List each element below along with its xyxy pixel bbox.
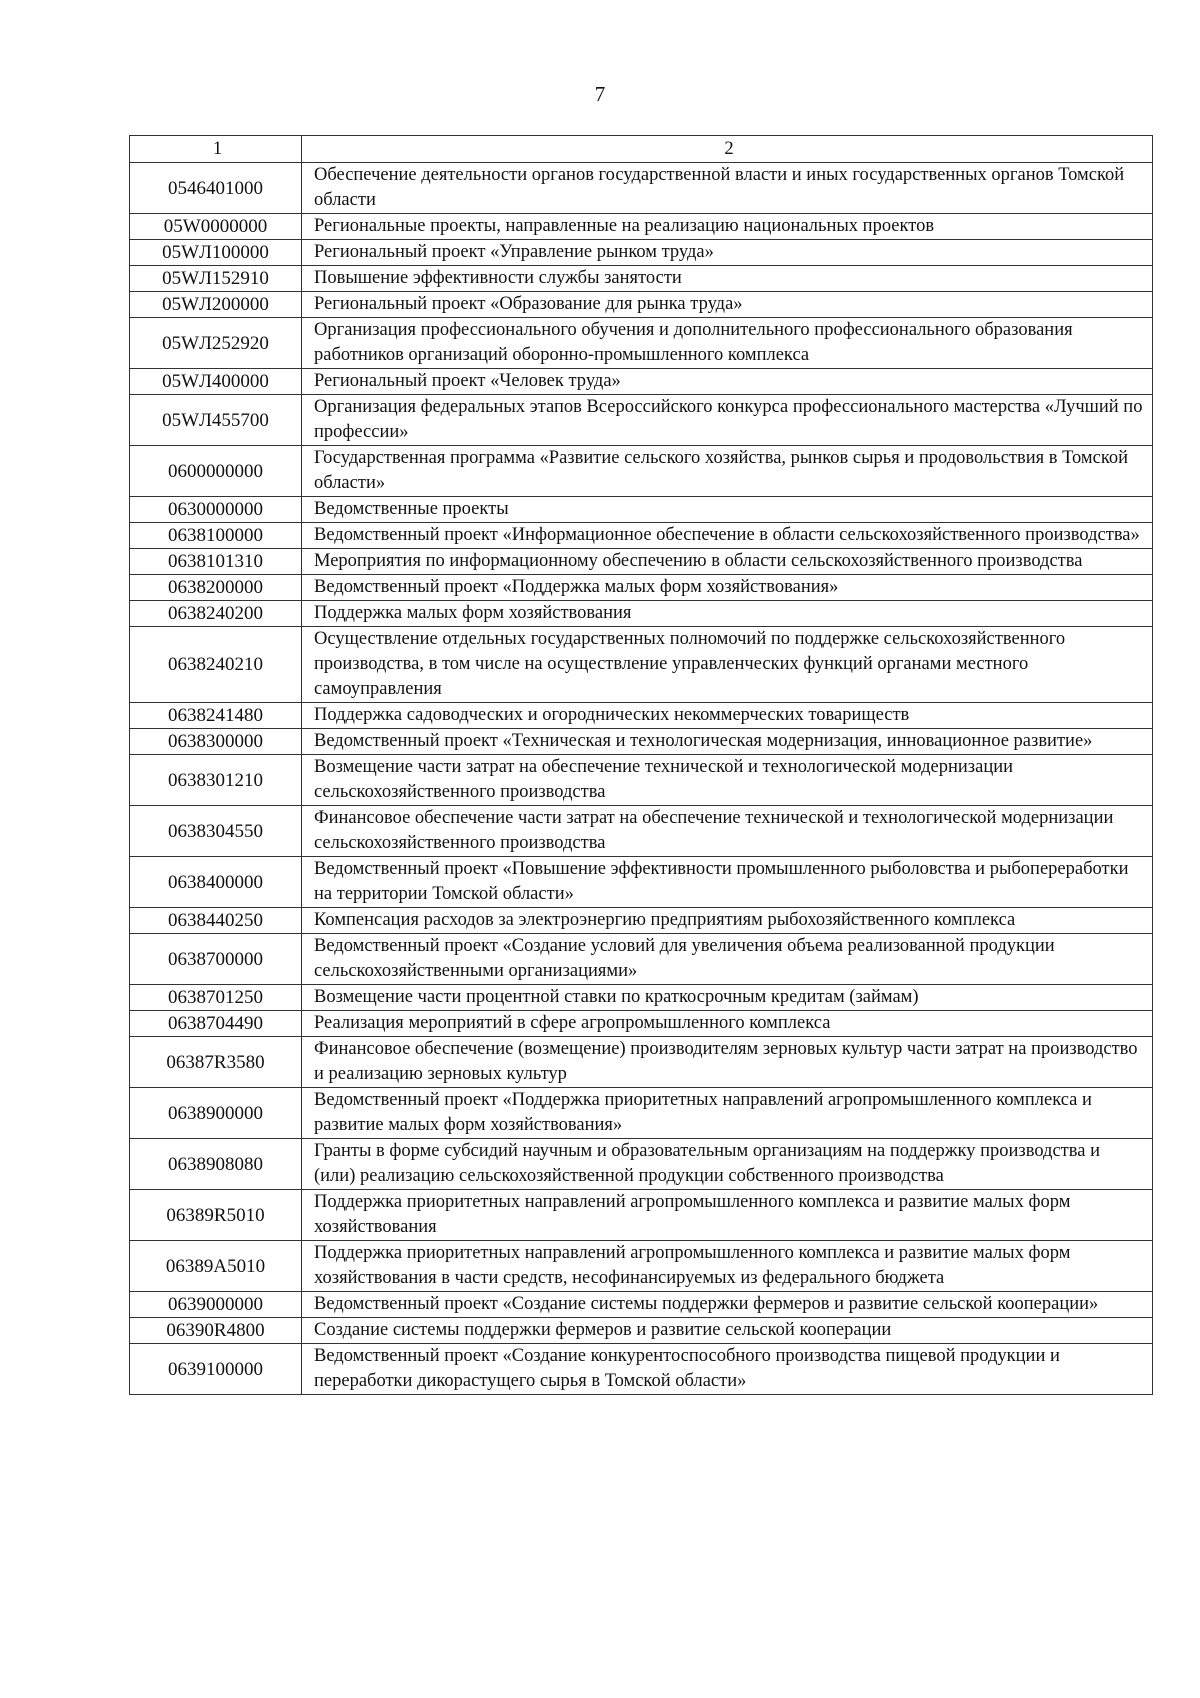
row-name: Реализация мероприятий в сфере агропромышленного комплекса — [302, 1011, 1153, 1037]
row-code: 0638440250 — [130, 908, 302, 934]
row-code: 05WЛ400000 — [130, 369, 302, 395]
table-row — [130, 549, 1153, 575]
row-code: 0630000000 — [130, 497, 302, 523]
table-row — [130, 292, 1153, 318]
table-row — [130, 1037, 1153, 1088]
row-code: 0638300000 — [130, 729, 302, 755]
table-row — [130, 318, 1153, 369]
table-row — [130, 1139, 1153, 1190]
row-name: Гранты в форме субсидий научным и образовательным организациям на поддержку производства и (или) реализацию сельскохозяйственной продукции собственного производства — [302, 1139, 1153, 1190]
row-code: 05W0000000 — [130, 214, 302, 240]
row-code: 0600000000 — [130, 446, 302, 497]
row-name: Компенсация расходов за электроэнергию предприятиям рыбохозяйственного комплекса — [302, 908, 1153, 934]
row-code: 06389R5010 — [130, 1190, 302, 1241]
table-row — [130, 1318, 1153, 1344]
table-row — [130, 627, 1153, 703]
row-name: Ведомственный проект «Поддержка приоритетных направлений агропромышленного комплекса и развитие малых форм хозяйствования» — [302, 1088, 1153, 1139]
table-row — [130, 703, 1153, 729]
table-header-row — [130, 136, 1153, 163]
row-code: 06389A5010 — [130, 1241, 302, 1292]
row-code: 0638241480 — [130, 703, 302, 729]
table-row — [130, 1292, 1153, 1318]
table-row — [130, 755, 1153, 806]
table-row — [130, 1241, 1153, 1292]
budget-classification-table — [129, 135, 1153, 1395]
row-name: Поддержка приоритетных направлений агропромышленного комплекса и развитие малых форм хозяйствования — [302, 1190, 1153, 1241]
table-row — [130, 240, 1153, 266]
row-code: 0638304550 — [130, 806, 302, 857]
row-name: Государственная программа «Развитие сельского хозяйства, рынков сырья и продовольствия в Томской области» — [302, 446, 1153, 497]
row-name: Финансовое обеспечение (возмещение) производителям зерновых культур части затрат на производство и реализацию зерновых культур — [302, 1037, 1153, 1088]
row-name: Осуществление отдельных государственных полномочий по поддержке сельскохозяйственного производства, в том числе на осуществление управленческих функций органами местного самоуправления — [302, 627, 1153, 703]
table-row — [130, 806, 1153, 857]
row-name: Организация федеральных этапов Всероссийского конкурса профессионального мастерства «Лучший по профессии» — [302, 395, 1153, 446]
row-name: Региональный проект «Образование для рынка труда» — [302, 292, 1153, 318]
row-code: 05WЛ152910 — [130, 266, 302, 292]
row-code: 0639000000 — [130, 1292, 302, 1318]
row-name: Ведомственный проект «Создание конкурентоспособного производства пищевой продукции и переработки дикорастущего сырья в Томской области» — [302, 1344, 1153, 1395]
table-row — [130, 601, 1153, 627]
row-name: Ведомственный проект «Повышение эффективности промышленного рыболовства и рыбопереработки на территории Томской области» — [302, 857, 1153, 908]
table-row — [130, 934, 1153, 985]
row-code: 0638400000 — [130, 857, 302, 908]
row-name: Возмещение части затрат на обеспечение технической и технологической модернизации сельскохозяйственного производства — [302, 755, 1153, 806]
row-code: 06387R3580 — [130, 1037, 302, 1088]
table-body — [130, 163, 1153, 1395]
row-name: Ведомственный проект «Поддержка малых форм хозяйствования» — [302, 575, 1153, 601]
row-code: 0638908080 — [130, 1139, 302, 1190]
row-name: Повышение эффективности службы занятости — [302, 266, 1153, 292]
row-name: Организация профессионального обучения и дополнительного профессионального образования работников организаций оборонно-промышленного комплекса — [302, 318, 1153, 369]
row-code: 0638101310 — [130, 549, 302, 575]
row-name: Финансовое обеспечение части затрат на обеспечение технической и технологической модернизации сельскохозяйственного производства — [302, 806, 1153, 857]
column-header-1: 1 — [130, 136, 302, 163]
table-row — [130, 985, 1153, 1011]
row-code: 0638200000 — [130, 575, 302, 601]
table-row — [130, 214, 1153, 240]
row-code: 05WЛ455700 — [130, 395, 302, 446]
table-row — [130, 729, 1153, 755]
row-code: 05WЛ200000 — [130, 292, 302, 318]
table-row — [130, 266, 1153, 292]
row-name: Ведомственный проект «Создание условий для увеличения объема реализованной продукции сельскохозяйственными организациями» — [302, 934, 1153, 985]
row-name: Региональный проект «Управление рынком труда» — [302, 240, 1153, 266]
table-row — [130, 1011, 1153, 1037]
row-name: Поддержка приоритетных направлений агропромышленного комплекса и развитие малых форм хозяйствования в части средств, несофинансируемых из федерального бюджета — [302, 1241, 1153, 1292]
row-name: Региональные проекты, направленные на реализацию национальных проектов — [302, 214, 1153, 240]
table-row — [130, 1190, 1153, 1241]
page-number: 7 — [594, 82, 606, 106]
row-code: 0638701250 — [130, 985, 302, 1011]
row-name: Ведомственный проект «Техническая и технологическая модернизация, инновационное развитие» — [302, 729, 1153, 755]
row-code: 06390R4800 — [130, 1318, 302, 1344]
row-name: Ведомственные проекты — [302, 497, 1153, 523]
row-code: 0638900000 — [130, 1088, 302, 1139]
row-code: 0546401000 — [130, 163, 302, 214]
table-row — [130, 1344, 1153, 1395]
row-code: 0638240210 — [130, 627, 302, 703]
row-code: 05WЛ252920 — [130, 318, 302, 369]
row-code: 0638301210 — [130, 755, 302, 806]
table-row — [130, 497, 1153, 523]
table-row — [130, 395, 1153, 446]
row-code: 0638700000 — [130, 934, 302, 985]
table-row — [130, 163, 1153, 214]
row-code: 05WЛ100000 — [130, 240, 302, 266]
table-row — [130, 523, 1153, 549]
row-code: 0639100000 — [130, 1344, 302, 1395]
row-name: Возмещение части процентной ставки по краткосрочным кредитам (займам) — [302, 985, 1153, 1011]
row-name: Создание системы поддержки фермеров и развитие сельской кооперации — [302, 1318, 1153, 1344]
row-name: Поддержка садоводческих и огороднических некоммерческих товариществ — [302, 703, 1153, 729]
table-row — [130, 575, 1153, 601]
table-row — [130, 1088, 1153, 1139]
row-name: Ведомственный проект «Информационное обеспечение в области сельскохозяйственного производства» — [302, 523, 1153, 549]
table-row — [130, 857, 1153, 908]
table-row — [130, 446, 1153, 497]
row-name: Обеспечение деятельности органов государственной власти и иных государственных органов Томской области — [302, 163, 1153, 214]
row-name: Ведомственный проект «Создание системы поддержки фермеров и развитие сельской кооперации» — [302, 1292, 1153, 1318]
table-row — [130, 908, 1153, 934]
row-code: 0638100000 — [130, 523, 302, 549]
row-name: Поддержка малых форм хозяйствования — [302, 601, 1153, 627]
table-row — [130, 369, 1153, 395]
row-code: 0638240200 — [130, 601, 302, 627]
row-code: 0638704490 — [130, 1011, 302, 1037]
column-header-2: 2 — [302, 136, 1153, 163]
row-name: Региональный проект «Человек труда» — [302, 369, 1153, 395]
row-name: Мероприятия по информационному обеспечению в области сельскохозяйственного производства — [302, 549, 1153, 575]
